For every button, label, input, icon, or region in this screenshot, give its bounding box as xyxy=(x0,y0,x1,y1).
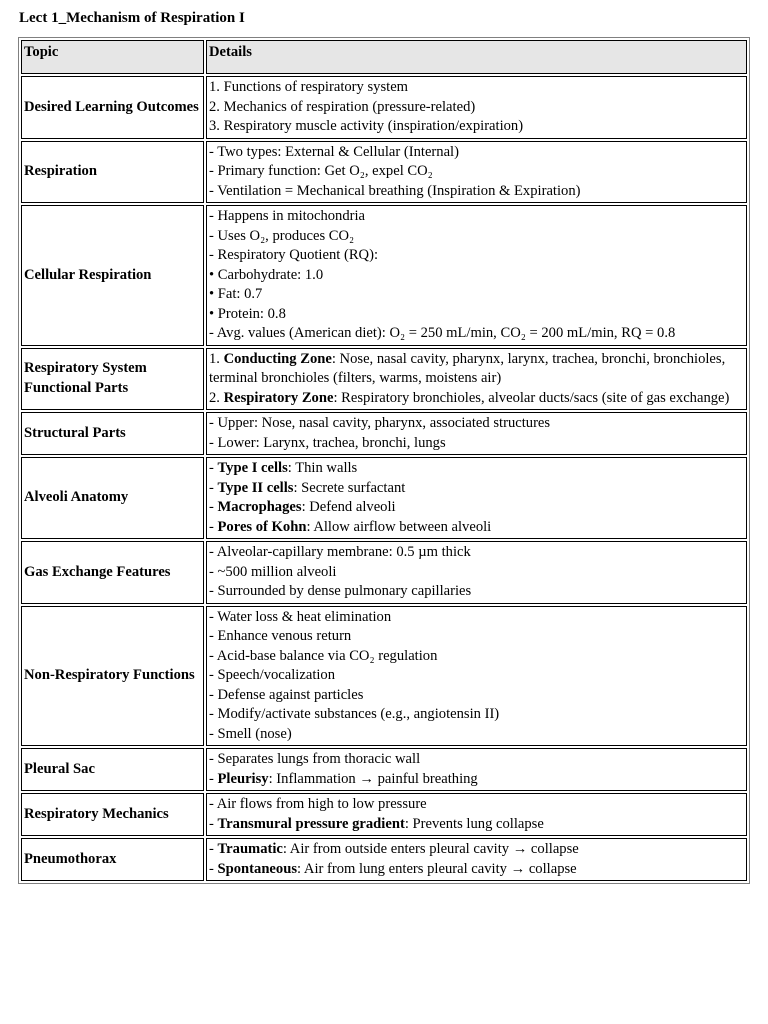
detail-term: Type II cells xyxy=(217,479,294,496)
row-topic: Respiratory Mechanics xyxy=(21,793,204,836)
row-details xyxy=(206,748,747,791)
table-row xyxy=(21,748,747,791)
detail-line xyxy=(209,182,744,202)
detail-text: - Uses O₂, produces CO₂ xyxy=(209,227,355,244)
detail-text: : Nose, nasal cavity, pharynx, larynx, trachea, bronchi, bronchioles, terminal bronchioles (filters, warms, moistens air) xyxy=(209,350,726,386)
detail-term: Conducting Zone xyxy=(223,350,332,367)
row-details xyxy=(206,348,747,411)
table-row xyxy=(21,793,747,836)
detail-line xyxy=(209,705,744,725)
table-row xyxy=(21,457,747,539)
row-topic: Non-Respiratory Functions xyxy=(21,606,204,747)
detail-line xyxy=(209,162,744,182)
detail-text: - Happens in mitochondria xyxy=(209,208,366,224)
row-topic: Pleural Sac xyxy=(21,748,204,791)
table-row xyxy=(21,412,747,455)
detail-text: • Protein: 0.8 xyxy=(209,305,286,322)
detail-line xyxy=(209,815,744,835)
detail-line xyxy=(209,518,744,538)
row-details xyxy=(206,141,747,204)
detail-line xyxy=(209,770,744,790)
detail-text: • Carbohydrate: 1.0 xyxy=(209,266,324,283)
detail-text: - Modify/activate substances (e.g., angiotensin II) xyxy=(209,706,500,722)
detail-text: - xyxy=(209,770,218,787)
detail-text: : Secrete surfactant xyxy=(293,479,406,496)
table-row xyxy=(21,76,747,139)
detail-term: Respiratory Zone xyxy=(223,389,334,406)
detail-line xyxy=(209,305,744,325)
row-topic: Respiration xyxy=(21,141,204,204)
detail-text: - Primary function: Get O₂, expel CO₂ xyxy=(209,163,433,179)
detail-text: - Upper: Nose, nasal cavity, pharynx, associated structures xyxy=(209,415,551,431)
detail-line xyxy=(209,117,744,137)
detail-text: : Prevents lung collapse xyxy=(404,815,544,832)
row-details xyxy=(206,76,747,139)
detail-text: : Thin walls xyxy=(287,460,358,476)
row-details xyxy=(206,606,747,747)
document-title: Lect 1_Mechanism of Respiration I xyxy=(19,10,245,26)
detail-text: - ~500 million alveoli xyxy=(209,563,337,580)
detail-line xyxy=(209,795,744,815)
detail-line xyxy=(209,266,744,286)
detail-text: : Defend alveoli xyxy=(301,499,396,515)
detail-text: 3. Respiratory muscle activity (inspiration/expiration) xyxy=(209,118,524,134)
row-topic: Pneumothorax xyxy=(21,838,204,881)
detail-line xyxy=(209,582,744,602)
table-row xyxy=(21,348,747,411)
detail-text: - xyxy=(209,841,218,857)
row-topic: Structural Parts xyxy=(21,412,204,455)
detail-line xyxy=(209,686,744,706)
header-details: Details xyxy=(206,40,747,74)
detail-line xyxy=(209,860,744,880)
row-topic: Alveoli Anatomy xyxy=(21,457,204,539)
detail-text: - Separates lungs from thoracic wall xyxy=(209,751,421,767)
detail-text: : Air from lung enters pleural cavity → collapse xyxy=(297,860,577,877)
row-details xyxy=(206,205,747,346)
detail-line xyxy=(209,143,744,163)
detail-line xyxy=(209,840,744,860)
row-topic: Respiratory System Functional Parts xyxy=(21,348,204,411)
detail-line xyxy=(209,207,744,227)
detail-text: : Inflammation → painful breathing xyxy=(268,770,478,787)
detail-text: - xyxy=(209,479,218,496)
row-topic: Gas Exchange Features xyxy=(21,541,204,604)
detail-text: • Fat: 0.7 xyxy=(209,286,263,302)
detail-text: - xyxy=(209,518,218,535)
detail-line xyxy=(209,389,744,409)
table-header-row xyxy=(21,40,747,74)
detail-text: - xyxy=(209,815,218,832)
detail-text: - Surrounded by dense pulmonary capillaries xyxy=(209,583,472,599)
detail-line xyxy=(209,563,744,583)
table-body xyxy=(21,76,747,881)
detail-line xyxy=(209,227,744,247)
table-row xyxy=(21,838,747,881)
detail-line xyxy=(209,285,744,305)
table-row xyxy=(21,141,747,204)
detail-line xyxy=(209,324,744,344)
detail-term: Spontaneous xyxy=(217,860,298,877)
detail-line xyxy=(209,627,744,647)
detail-line xyxy=(209,725,744,745)
detail-term: Transmural pressure gradient xyxy=(217,815,405,832)
detail-line xyxy=(209,246,744,266)
row-details xyxy=(206,793,747,836)
detail-line xyxy=(209,98,744,118)
detail-text: 2. Mechanics of respiration (pressure-related) xyxy=(209,98,476,115)
detail-line xyxy=(209,479,744,499)
row-details xyxy=(206,838,747,881)
detail-line xyxy=(209,414,744,434)
detail-text: 1. xyxy=(209,350,224,367)
row-topic: Cellular Respiration xyxy=(21,205,204,346)
detail-text: - Speech/vocalization xyxy=(209,667,336,683)
detail-line xyxy=(209,647,744,667)
detail-line xyxy=(209,459,744,479)
detail-text: - Two types: External & Cellular (Internal) xyxy=(209,143,459,160)
detail-term: Macrophages xyxy=(217,499,302,515)
detail-text: - Ventilation = Mechanical breathing (Inspiration & Expiration) xyxy=(209,182,581,199)
detail-text: - Lower: Larynx, trachea, bronchi, lungs xyxy=(209,434,446,451)
detail-line xyxy=(209,434,744,454)
detail-text: - Alveolar-capillary membrane: 0.5 µm thick xyxy=(209,544,471,560)
detail-text: - xyxy=(209,460,218,476)
lecture-notes-table xyxy=(18,37,750,884)
detail-line xyxy=(209,350,744,389)
detail-line xyxy=(209,608,744,628)
detail-text: : Respiratory bronchioles, alveolar ducts/sacs (site of gas exchange) xyxy=(333,389,730,406)
row-details xyxy=(206,412,747,455)
detail-line xyxy=(209,750,744,770)
detail-text: : Air from outside enters pleural cavity → collapse xyxy=(282,841,579,857)
row-details xyxy=(206,541,747,604)
detail-term: Traumatic xyxy=(217,841,283,857)
table-row xyxy=(21,541,747,604)
row-details xyxy=(206,457,747,539)
detail-term: Type I cells xyxy=(217,460,288,476)
row-topic: Desired Learning Outcomes xyxy=(21,76,204,139)
detail-text: - Water loss & heat elimination xyxy=(209,608,392,625)
detail-text: : Allow airflow between alveoli xyxy=(306,518,492,535)
detail-text: - Avg. values (American diet): O₂ = 250 mL/min, CO₂ = 200 mL/min, RQ = 0.8 xyxy=(209,325,676,341)
header-topic: Topic xyxy=(21,40,204,74)
table-row xyxy=(21,205,747,346)
detail-term: Pores of Kohn xyxy=(217,518,307,535)
detail-text: - Air flows from high to low pressure xyxy=(209,796,427,812)
detail-text: - Defense against particles xyxy=(209,686,364,703)
detail-text: - Acid-base balance via CO₂ regulation xyxy=(209,647,438,664)
detail-line xyxy=(209,78,744,98)
detail-line xyxy=(209,666,744,686)
table-row xyxy=(21,606,747,747)
detail-text: - xyxy=(209,499,218,515)
detail-text: 2. xyxy=(209,389,224,406)
detail-text: - Smell (nose) xyxy=(209,725,292,742)
detail-line xyxy=(209,543,744,563)
detail-text: 1. Functions of respiratory system xyxy=(209,79,409,95)
detail-text: - Respiratory Quotient (RQ): xyxy=(209,247,379,263)
detail-text: - Enhance venous return xyxy=(209,628,352,644)
detail-text: - xyxy=(209,860,218,877)
detail-term: Pleurisy xyxy=(217,770,269,787)
detail-line xyxy=(209,498,744,518)
